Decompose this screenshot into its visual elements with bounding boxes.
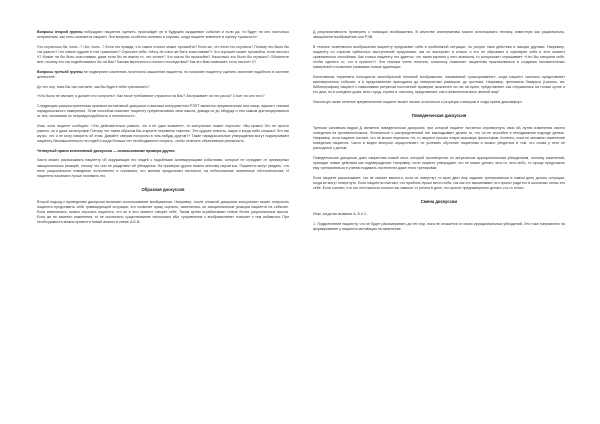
right-paragraphs <box>313 30 565 105</box>
paragraph-lead: Вопросы второй группы <box>37 30 83 34</box>
paragraph-text: Д результативность проверить с помощью воображения. В качестве альтернативы можно использовать технику, известную как рационально-эмоционное воображение или РЭВ. <box>313 30 565 40</box>
paragraph-text: 1. Подкрепление пациенту, что он будет рассматривать до тех пор, пока не откажется от своих иррациональных убеждений. Это тоже направлено на формирование у пациента мотивации на изменение. <box>313 222 565 232</box>
paragraph <box>37 94 289 99</box>
paragraph-text: Итак, если пациент сообщает: «Это действительно ужасно, что я не сдал экзамен!», то консультант может спросить: «Вы правы! Это не просто ужасно, но и даже катастрофа! Потому что таким образом Вы откроете перемены тяжелее. Это худшее новость, какую я когда-либо слышал! Это так жутко, что я не могу говорить об этом. Давайте сверим похороны в чем-нибудь другом?» Такие парадоксальные утверждения могут подчеркивают пациенту бессмысленность его идей и когда больше нет необходимости спорить, чтобы отличать объективную реальность. <box>37 123 289 144</box>
paragraph <box>37 158 289 178</box>
left-paragraphs-after-heading <box>37 200 289 225</box>
paragraph-text: Используя такие нелепое преувеличение пациент может начать относиться к ситуации с юмором и тогда прием дискомфорт. <box>313 99 523 104</box>
paragraph <box>313 126 565 151</box>
paragraph <box>37 104 289 119</box>
paragraph <box>313 222 565 232</box>
paragraph-text: Второй подход к проведению дискуссии включает использование воображения. Например, после сложной дискуссии консультант может попросить пациента представить себя травмирующей ситуации, это позволит сразу оценить, изменились ли эмоциональные реакции пациента на событие. Если изменились, можно спросить пациента, что он в этот момент говорит себе. Таким путем отрабатывают новые более рациональные мысли. Если же не заметил изменения, то не исключено существование нескольких иБи «управление с воображением» поможет к тем избавится. При необходимости можно провести новый анализ в схеме А-Б-В. <box>37 199 289 225</box>
paragraph <box>313 75 565 95</box>
paragraph <box>313 156 565 171</box>
right-paragraphs-behavioral <box>313 126 565 191</box>
paragraph <box>313 30 565 40</box>
paragraph-text: Итак, когда вы вызвали А, Б и С. <box>313 212 368 217</box>
paragraph <box>37 30 289 40</box>
heading-image-discussion: Образная дискуссия <box>141 186 185 192</box>
left-paragraphs <box>37 30 289 179</box>
right-column <box>313 30 565 237</box>
paragraph-lead: Четвертый прием когнитивной дискуссии — использование примера другие. <box>37 148 176 153</box>
paragraph <box>37 124 289 144</box>
paragraph <box>313 176 565 191</box>
paragraph <box>313 100 565 105</box>
right-paragraphs-change <box>313 212 565 232</box>
heading-behavioral-discussion: Поведенческая дискуссия <box>411 112 467 118</box>
paragraph <box>37 85 289 90</box>
paragraph-text: побуждают пациента оценить, произойдет ли в будущем ожидаемое событие и если да, то будет ли оно настолько неприятным, как этого опасается пациент. Эти вопросы особенно полезны в случаях, когда пациент вовлечен в оценку «ужасного»: <box>37 30 289 40</box>
paragraph-text: В технике позитивного воображения пациенту предлагают себя в проблемной ситуации, но рисуют свои действия и эмоции другими. Например, пациенту со страхом публичных выступлений предлагают, как он выступает в классе и его не обрывают и чувствуют себя в этот момент сравнительно спокойным. Как только пациенту это удается, что такая картина у него возникла, то консультант спрашивает: «Что Вы говорили себе, чтобы сделать то, что в проекте?» Эта техника очень полезна, поскольку позволяет пациентам практиковаться в создании положительных намерений и позволяет развивать новые адаптации. <box>313 44 565 70</box>
paragraph <box>313 45 565 70</box>
paragraph-text: Часто можно рассказывать пациенту об окружающих его людей с подобными Активирующими событиями, которые не страдают от чрезмерных эмоциональных реакций, потому что они не разделяют её убеждения. На примерах других можно многому научиться. Пациенты могут увидеть, что иное рациональное поведение естественно и понимают, что мнения продолжают меняться, на небезопасные жизненные обстоятельства. И пациенты начинают лучше понимать это. <box>37 158 289 178</box>
paragraph-lead: Вопросы третьей группы <box>37 69 83 74</box>
paragraph <box>313 212 565 217</box>
paragraph <box>37 200 289 225</box>
paragraph-text: «Что было не хватает, я должен это получить»: Как такое требование отразится на Вас? Заслуживает ли это риска? Стоит ли оно того? <box>37 94 265 99</box>
heading-discussion-change: Смена дискуссии <box>420 199 458 205</box>
paragraph-text: не подвергают сомнению логичность мышления пациента, но помогают пациенту оценить значение подобного в системе ценностей: <box>37 69 289 79</box>
paragraph <box>37 70 289 80</box>
paragraph-text: Поведенческие дискуссии дают пациентам новый опыт, который противоречит их актуальным иррациональным убеждениям, поэтому изменений, приводят новые действия как подтверждения. Например, если пациент утверждает, что не может делать чего-то, чего-либо, то проще предложить ему тренироваться в учении подавать постепенно даже этого тренировки. <box>313 156 565 171</box>
left-column <box>37 30 289 230</box>
paragraph-text: Следующим распространенным приемом когнитивной дискуссии и важным инструментом РЭПТ является преувеличение или юмор, вариант техники парадоксального намерения. Этим способом помогает пациенту преувеличивать свои мысли, доводя их до абсурда и тем самым дистанцироваться от них, показывая их неправдоподобность и нелогичность. <box>37 103 289 119</box>
paragraph-text: Что случилось бы, если...? Что, если...? Если это правда, что самое плохое может произойти? Если же, что если это случится? Почему это было бы так ужасно? Что самое худшее в том «ужасном»? Спросите себя: «Могу ли я все же быть счастливым?» Что хорошее может произойти, если настоит X? Может ли бы быть счастливым, даже если бы не имели то, что хотите? Что могло бы произойти? Насколько это было бы страшно? Объясните мне, почему это так подействовало бы на Вас? Какова вероятность плохого последствия? Как это Вам помешает, если настоит X? <box>37 44 289 65</box>
paragraph-text: Когнитивные терапевты пользуются своеобразной техникой воображения, называемой «разыгрывание», когда пациент частично представляет маловероятное событие, и в представлении приходится до невероятных размеров, до гротеска. Например, феномена Лазаруса (Lazarus, см. библиографию) пациент с навязчивым ритуалом постоянной проверки, выключен ли газ на кухне, представляет, как отправилась на только кухне и его дом, но и соседние дома, весь город, страна и, наконец, представляет, как стремленным весь земной шар! <box>313 74 565 95</box>
paragraph <box>37 149 289 154</box>
paragraph-text: Если пациент рассказывает, что не сможет вынести, если их отвергнут, то врач дает ему задание тренироваться в самом деле делать ситуации, когда их могут отвергнуть. Если пациенты считают, что проблем лучше вести себя, так как его высмеивают, его просят ради его в школьных полах его себе. Если считает, что это ничтожность полностью зависит от успеха в деле, его просят преднамеренно делать что-то плохо. <box>313 175 565 191</box>
paragraph-text: До тех пор, пока Вы так считаете, как Вы будете себя чувствовать? <box>37 84 150 89</box>
paragraph <box>37 45 289 65</box>
paragraph-text: Третьим основным видом Д является поведенческая дискуссия, при которой пациент пытается опровергнуть свои иБ путем изменения своего поведения на противоположное. Фоническое и распределенный тип выкладывает делать то, что он не способен в неподвижном подходе делать. Например, если пациент считает, что не может пережить тот, то пациент просил новую знакомую философию. Конечно, пока не запомнит изменение поведения пациента. Часто в видео вечером осуществляет, не успевать обучение пациентам и можно убедиться в том, что слова у него не расходятся с делом. <box>313 126 565 151</box>
